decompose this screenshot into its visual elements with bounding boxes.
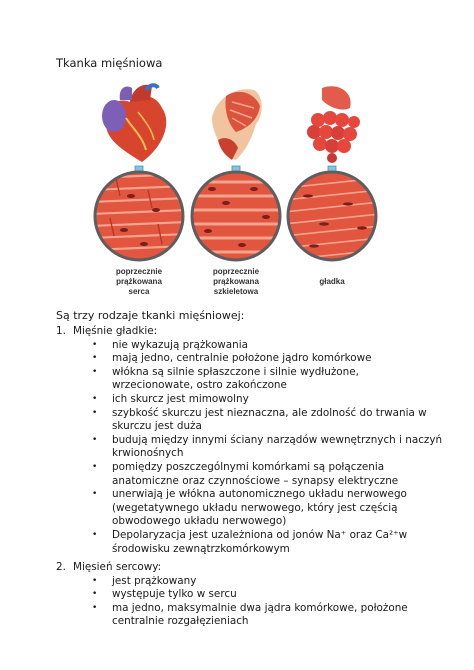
bullet-icon: • <box>92 393 98 404</box>
bullet-icon: • <box>92 407 98 418</box>
figure-label: prążkowana <box>213 277 259 286</box>
figure-label: gładka <box>319 277 345 286</box>
section-heading <box>56 561 456 575</box>
bullet-icon: • <box>92 602 98 613</box>
arm-muscle-icon <box>212 89 262 160</box>
list-item-text: budują między innymi ściany narządów wewnętrznych i naczyń <box>112 433 443 446</box>
list-item <box>86 352 456 366</box>
list-item <box>86 407 456 434</box>
list-item-text: środowisku zewnątrzkomórkowym <box>112 542 290 555</box>
list-item <box>86 588 456 602</box>
list-item-text: Depolaryzacja jest uzależniona od jonów Na⁺ oraz Ca²⁺w <box>112 528 408 541</box>
list-item-text: skurczu jest duża <box>112 420 202 433</box>
list-item <box>86 602 456 629</box>
bullet-icon: • <box>92 353 98 364</box>
list-item-text: występuje tylko w sercu <box>112 588 237 601</box>
list-item-text: unerwiają je włókna autonomicznego układu nerwowego <box>112 488 407 501</box>
list-item <box>86 393 456 407</box>
list-item-text: pomiędzy poszczególnymi komórkami są połączenia <box>112 460 385 473</box>
list-item-text: nie wykazują prążkowania <box>112 338 249 351</box>
bullet-list <box>56 339 456 557</box>
list-item <box>86 529 456 556</box>
list-item-text: włókna są silnie spłaszczone i silnie wydłużone, <box>112 365 359 378</box>
cardiac-tissue-circle <box>91 168 187 264</box>
list-item-text: centralnie rozgałęzieniach <box>112 615 249 628</box>
list-item-text: krwionośnych <box>112 447 184 460</box>
section-title: Mięśnie gładkie: <box>73 325 158 337</box>
bullet-icon: • <box>92 589 98 600</box>
document-title: Tkanka mięśniowa <box>56 56 163 70</box>
list-item-text: obwodowego układu nerwowego) <box>112 515 287 528</box>
heart-icon <box>102 85 166 162</box>
intro-text: Są trzy rodzaje tkanki mięśniowej: <box>56 309 245 322</box>
bullet-icon: • <box>92 529 98 540</box>
figure-label: prążkowana <box>116 277 162 286</box>
list-number: 1. <box>56 325 66 337</box>
list-item-text: (wegetatywnego układu nerwowego, który jest częścią <box>112 501 398 514</box>
figure-label: szkieletowa <box>213 287 259 296</box>
figure-label: poprzecznie <box>115 267 163 276</box>
bullet-list <box>56 575 456 629</box>
numbered-list <box>56 323 456 629</box>
bullet-icon: • <box>92 366 98 377</box>
list-item <box>86 488 456 529</box>
muscle-tissue-figure <box>86 78 386 303</box>
bullet-icon: • <box>92 461 98 472</box>
list-item-text: mają jedno, centralnie położone jądro komórkowe <box>112 352 372 365</box>
bullet-icon: • <box>92 575 98 586</box>
skeletal-tissue-circle <box>188 168 284 264</box>
list-item <box>86 461 456 488</box>
bullet-icon: • <box>92 434 98 445</box>
list-number: 2. <box>56 561 66 574</box>
smooth-tissue-circle <box>284 168 380 264</box>
figure-label: serca <box>128 287 150 296</box>
figure-label: poprzecznie <box>212 267 260 276</box>
list-item <box>86 575 456 589</box>
list-item <box>86 434 456 461</box>
list-item <box>86 366 456 393</box>
list-item <box>86 339 456 353</box>
list-item-text: jest prążkowany <box>112 574 197 587</box>
list-item-text: szybkość skurczu jest nieznaczna, ale zdolność do trwania w <box>112 406 427 419</box>
intestine-icon <box>307 86 360 163</box>
list-item-text: anatomiczne oraz czynnościowe – synapsy elektryczne <box>112 474 399 487</box>
list-item-text: ma jedno, maksymalnie dwa jądra komórkowe, położone <box>112 601 408 614</box>
section-title: Mięsień sercowy: <box>73 561 162 574</box>
bullet-icon: • <box>92 339 98 350</box>
bullet-icon: • <box>92 489 98 500</box>
list-item-text: wrzecionowate, ostro zakończone <box>112 379 287 392</box>
list-item-text: ich skurcz jest mimowolny <box>112 392 249 405</box>
section-heading <box>56 325 456 339</box>
